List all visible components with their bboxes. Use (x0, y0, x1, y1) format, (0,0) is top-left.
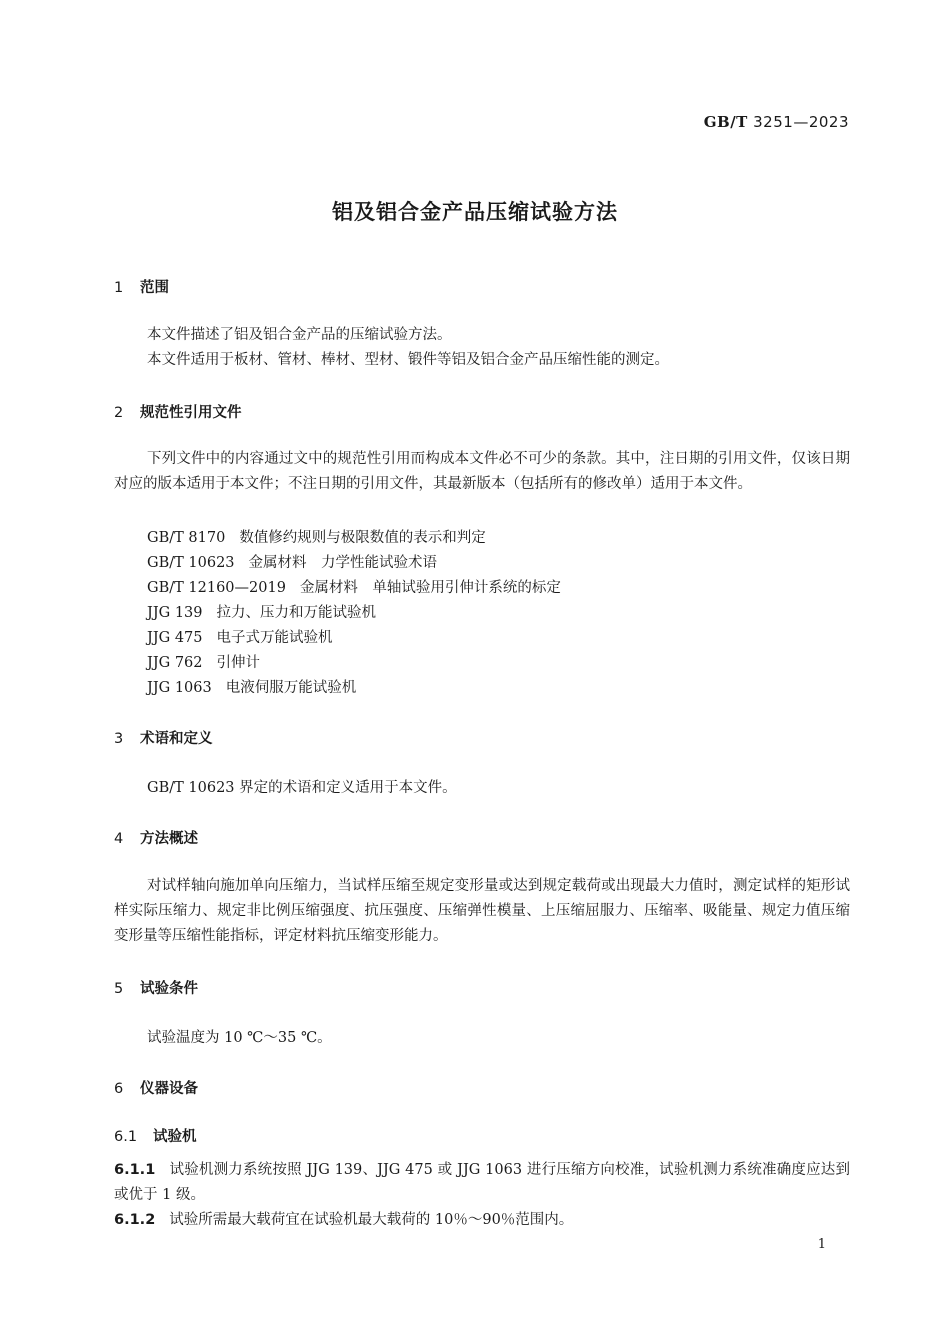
section-5-heading (114, 977, 198, 998)
reference-title: 电子式万能试验机 (216, 630, 333, 646)
section-title: 仪器设备 (140, 1081, 198, 1097)
section-1-heading (114, 276, 169, 297)
section-2-heading (114, 401, 242, 422)
page-number: 1 (817, 1237, 826, 1252)
reference-code: JJG 475 (147, 630, 203, 646)
reference-code: GB/T 10623 (147, 555, 235, 571)
reference-item (147, 676, 356, 697)
reference-item (147, 601, 376, 622)
section-title: 范围 (140, 280, 169, 296)
section-number: 5 (114, 981, 124, 997)
section-number: 1 (114, 280, 124, 296)
reference-code: JJG 139 (147, 605, 203, 621)
section-title: 规范性引用文件 (140, 405, 242, 421)
reference-title: 金属材料 力学性能试验术语 (248, 555, 438, 571)
clause-6-1-1 (114, 1158, 850, 1208)
section-title: 试验条件 (140, 981, 198, 997)
section-3-heading (114, 727, 213, 748)
section-5-paragraph: 试验温度为 10 ℃～35 ℃。 (147, 1030, 332, 1046)
reference-title: 拉力、压力和万能试验机 (216, 605, 376, 621)
clause-6-1-2 (114, 1208, 850, 1233)
section-2-intro: 下列文件中的内容通过文中的规范性引用而构成本文件必不可少的条款。其中，注日期的引用文件，仅该日期对应的版本适用于本文件；不注日期的引用文件，其最新版本（包括所有的修改单）适用于本文件。 (114, 451, 850, 492)
standard-code (704, 113, 849, 131)
reference-item (147, 651, 260, 672)
reference-title: 数值修约规则与极限数值的表示和判定 (239, 530, 486, 546)
standard-code-number: 3251—2023 (753, 113, 849, 131)
subsection-6-1-heading (114, 1125, 197, 1146)
reference-title: 电液伺服万能试验机 (225, 680, 357, 696)
subsection-title: 试验机 (153, 1129, 197, 1145)
subsection-number: 6.1 (114, 1129, 138, 1145)
section-title: 术语和定义 (140, 731, 213, 747)
section-1-paragraph-2: 本文件适用于板材、管材、棒材、型材、锻件等铝及铝合金产品压缩性能的测定。 (147, 352, 669, 368)
reference-code: JJG 762 (147, 655, 203, 671)
reference-item (147, 526, 486, 547)
standard-code-prefix: GB/T (703, 113, 748, 131)
section-3-paragraph: GB/T 10623 界定的术语和定义适用于本文件。 (147, 780, 457, 796)
clause-text: 试验所需最大载荷宜在试验机最大载荷的 10％～90％范围内。 (169, 1212, 574, 1228)
section-title: 方法概述 (140, 831, 198, 847)
section-1-paragraph-1: 本文件描述了铝及铝合金产品的压缩试验方法。 (147, 327, 452, 343)
section-4-paragraph: 对试样轴向施加单向压缩力，当试样压缩至规定变形量或达到规定载荷或出现最大力值时，测定试样的矩形试样实际压缩力、规定非比例压缩强度、抗压强度、压缩弹性模量、上压缩屈服力、压缩率、吸能量、规定力值压缩变形量等压缩性能指标，评定材料抗压缩变形能力。 (114, 878, 850, 944)
section-6-heading (114, 1077, 198, 1098)
reference-title: 引伸计 (216, 655, 260, 671)
section-number: 4 (114, 831, 124, 847)
section-number: 6 (114, 1081, 124, 1097)
section-4-heading (114, 827, 198, 848)
reference-item (147, 576, 561, 597)
reference-code: GB/T 8170 (147, 530, 226, 546)
section-number: 2 (114, 405, 124, 421)
document-title: 铝及铝合金产品压缩试验方法 (332, 200, 618, 224)
clause-number: 6.1.2 (114, 1212, 156, 1228)
reference-item (147, 626, 333, 647)
reference-item (147, 551, 437, 572)
clause-text: 试验机测力系统按照 JJG 139、JJG 475 或 JJG 1063 进行压缩方向校准，试验机测力系统准确度应达到或优于 1 级。 (114, 1162, 850, 1203)
clause-number: 6.1.1 (114, 1162, 156, 1178)
reference-code: JJG 1063 (147, 680, 212, 696)
reference-code: GB/T 12160—2019 (147, 580, 286, 596)
section-number: 3 (114, 731, 124, 747)
reference-title: 金属材料 单轴试验用引伸计系统的标定 (299, 580, 561, 596)
